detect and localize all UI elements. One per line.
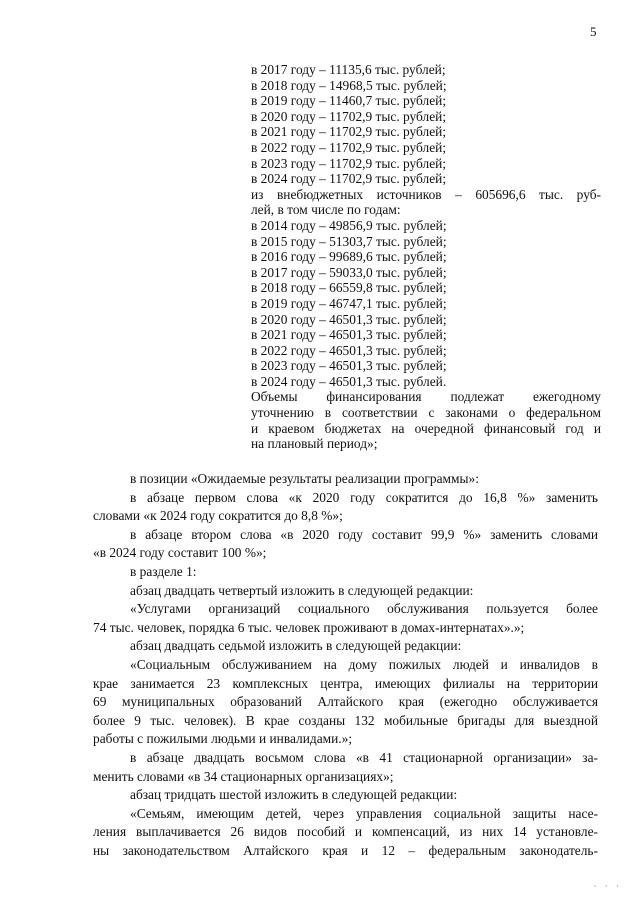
paragraph: абзац тридцать шестой изложить в следующей редакции:	[130, 787, 458, 803]
budget-line: в 2018 году – 14968,5 тыс. рублей;	[251, 77, 447, 93]
extrabudget-line: в 2019 году – 46747,1 тыс. рублей;	[251, 295, 447, 311]
budget-line: в 2024 году – 11702,9 тыс. рублей;	[251, 171, 447, 187]
extrabudget-header-line: лей, в том числе по годам:	[251, 202, 401, 218]
budget-line: в 2020 году – 11702,9 тыс. рублей;	[251, 108, 447, 124]
paragraph-line: в абзаце первом слова «к 2020 году сократится до 16,8 %» заменить	[130, 489, 598, 505]
volumes-note-line: уточнению в соответствии с законами о федеральном	[251, 405, 601, 421]
scan-specks: · · ·	[593, 881, 622, 891]
extrabudget-line: в 2020 году – 46501,3 тыс. рублей;	[251, 311, 447, 327]
paragraph-line: менить словами «в 34 стационарных организациях»;	[93, 768, 394, 784]
paragraph-line: 69 муниципальных образований Алтайского края (ежегодно обслуживается	[93, 694, 598, 710]
paragraph: абзац двадцать седьмой изложить в следующей редакции:	[130, 638, 462, 654]
paragraph: абзац двадцать четвертый изложить в следующей редакции:	[130, 582, 474, 598]
extrabudget-line: в 2024 году – 46501,3 тыс. рублей.	[251, 373, 447, 389]
extrabudget-line: в 2022 году – 46501,3 тыс. рублей;	[251, 342, 447, 358]
paragraph-line: словами «к 2024 году сократится до 8,8 %»;	[93, 508, 343, 524]
budget-line: в 2021 году – 11702,9 тыс. рублей;	[251, 124, 447, 140]
volumes-note-line: Объемы финансирования подлежат ежегодному	[251, 389, 601, 405]
paragraph-line: более 9 тыс. человек). В крае созданы 132 мобильные бригады для выездной	[93, 712, 598, 728]
paragraph-line: «Семьям, имеющим детей, через управления социальной защиты насе-	[130, 805, 598, 821]
budget-line: в 2019 году – 11460,7 тыс. рублей;	[251, 93, 447, 109]
paragraph-line: «Социальным обслуживанием на дому пожилых людей и инвалидов в	[130, 656, 598, 672]
budget-line: в 2022 году – 11702,9 тыс. рублей;	[251, 139, 447, 155]
budget-line: в 2017 году – 11135,6 тыс. рублей;	[251, 62, 446, 77]
extrabudget-line: в 2017 году – 59033,0 тыс. рублей;	[251, 264, 447, 280]
extrabudget-header-line: из внебюджетных источников – 605696,6 тыс. руб-	[251, 186, 601, 202]
extrabudget-line: в 2021 году – 46501,3 тыс. рублей;	[251, 327, 447, 343]
paragraph-line: ления выплачивается 26 видов пособий и компенсаций, из них 14 установле-	[93, 824, 598, 840]
paragraph-line: работы с пожилыми людьми и инвалидами.»;	[93, 731, 353, 747]
paragraph-line: «в 2024 году составит 100 %»;	[93, 545, 267, 561]
paragraph-line: «Услугами организаций социального обслуживания пользуется более	[130, 601, 598, 617]
extrabudget-line: в 2018 году – 66559,8 тыс. рублей;	[251, 280, 447, 296]
page-number: 5	[590, 24, 597, 39]
extrabudget-line: в 2016 году – 99689,6 тыс. рублей;	[251, 249, 447, 265]
paragraph-line: 74 тыс. человек, порядка 6 тыс. человек проживают в домах-интернатах».»;	[93, 619, 525, 635]
budget-line: в 2023 году – 11702,9 тыс. рублей;	[251, 155, 447, 171]
paragraph-line: в абзаце двадцать восьмом слова «в 41 стационарной организации» за-	[130, 749, 598, 765]
paragraph-line: крае занимается 23 комплексных центра, имеющих филиалы на территории	[93, 675, 598, 691]
amendment-body	[93, 470, 598, 860]
extrabudget-line: в 2023 году – 46501,3 тыс. рублей;	[251, 358, 447, 374]
paragraph: в позиции «Ожидаемые результаты реализации программы»:	[130, 471, 479, 486]
financing-years-block	[251, 62, 601, 452]
paragraph: в разделе 1:	[130, 563, 197, 579]
volumes-note-line: и краевом бюджетах на очередной финансовый год и	[251, 420, 601, 436]
volumes-note-line: на плановый период»;	[251, 436, 378, 452]
extrabudget-line: в 2014 году – 49856,9 тыс. рублей;	[251, 217, 447, 233]
extrabudget-line: в 2015 году – 51303,7 тыс. рублей;	[251, 233, 447, 249]
paragraph-line: в абзаце втором слова «в 2020 году составит 99,9 %» заменить словами	[130, 526, 598, 542]
paragraph-line: ны законодательством Алтайского края и 12 – федеральным законодатель-	[93, 842, 598, 858]
